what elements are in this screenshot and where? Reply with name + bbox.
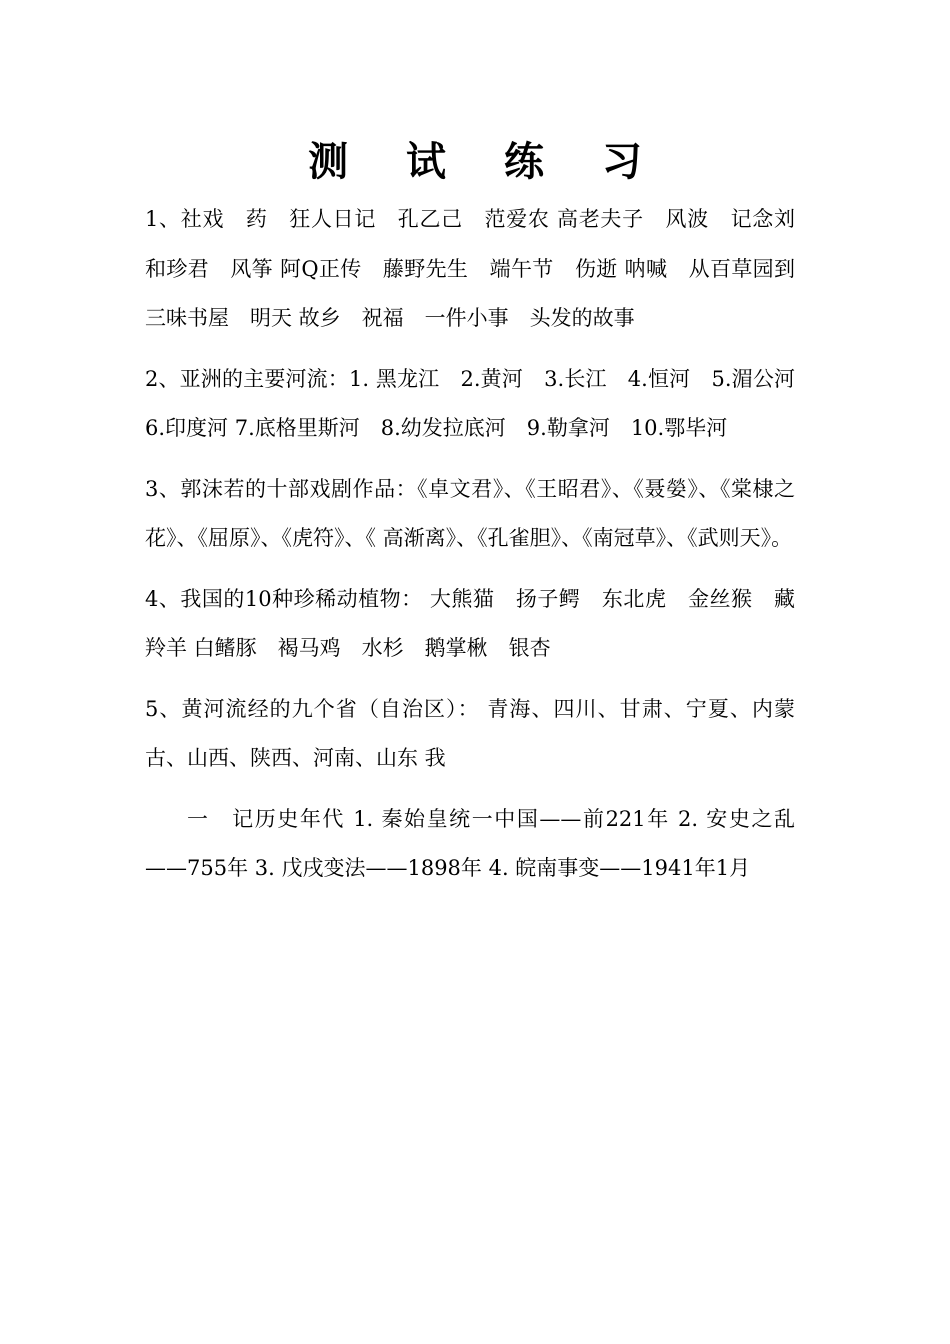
paragraph-lu-xun-works: 1、社戏 药 狂人日记 孔乙己 范爱农 高老夫子 风波 记念刘和珍君 风筝 阿Q正传 藤野先生 端午节 伤逝 呐喊 从百草园到三味书屋 明天 故乡 祝福 一件小事 头发的故事 (145, 207, 795, 330)
document-body (145, 195, 816, 905)
paragraph-guo-moruo-dramas: 3、郭沫若的十部戏剧作品：《卓文君》、《王昭君》、《聂嫈》、《棠棣之花》、《屈原》、《虎符》、《 高渐离》、《孔雀胆》、《南冠草》、《武则天》。 (145, 476, 795, 550)
paragraph-yellow-river-provinces: 5、黄河流经的九个省（自治区）： 青海、四川、甘肃、宁夏、内蒙古、山西、陕西、河南、山东 我 (145, 696, 795, 770)
paragraph-history-dates: 一 记历史年代 1. 秦始皇统一中国——前221年 2. 安史之乱——755年 3. 戊戌变法——1898年 4. 皖南事变——1941年1月 (145, 806, 795, 880)
page-title: 测 试 练 习 (308, 138, 664, 185)
paragraph-rare-species: 4、我国的10种珍稀动植物： 大熊猫 扬子鳄 东北虎 金丝猴 藏羚羊 白鳍豚 褐马鸡 水杉 鹅掌楸 银杏 (145, 586, 795, 660)
paragraph-asian-rivers: 2、亚洲的主要河流：1. 黑龙江 2.黄河 3.长江 4.恒河 5.湄公河 6.印度河 7.底格里斯河 8.幼发拉底河 9.勒拿河 10.鄂毕河 (145, 366, 816, 440)
